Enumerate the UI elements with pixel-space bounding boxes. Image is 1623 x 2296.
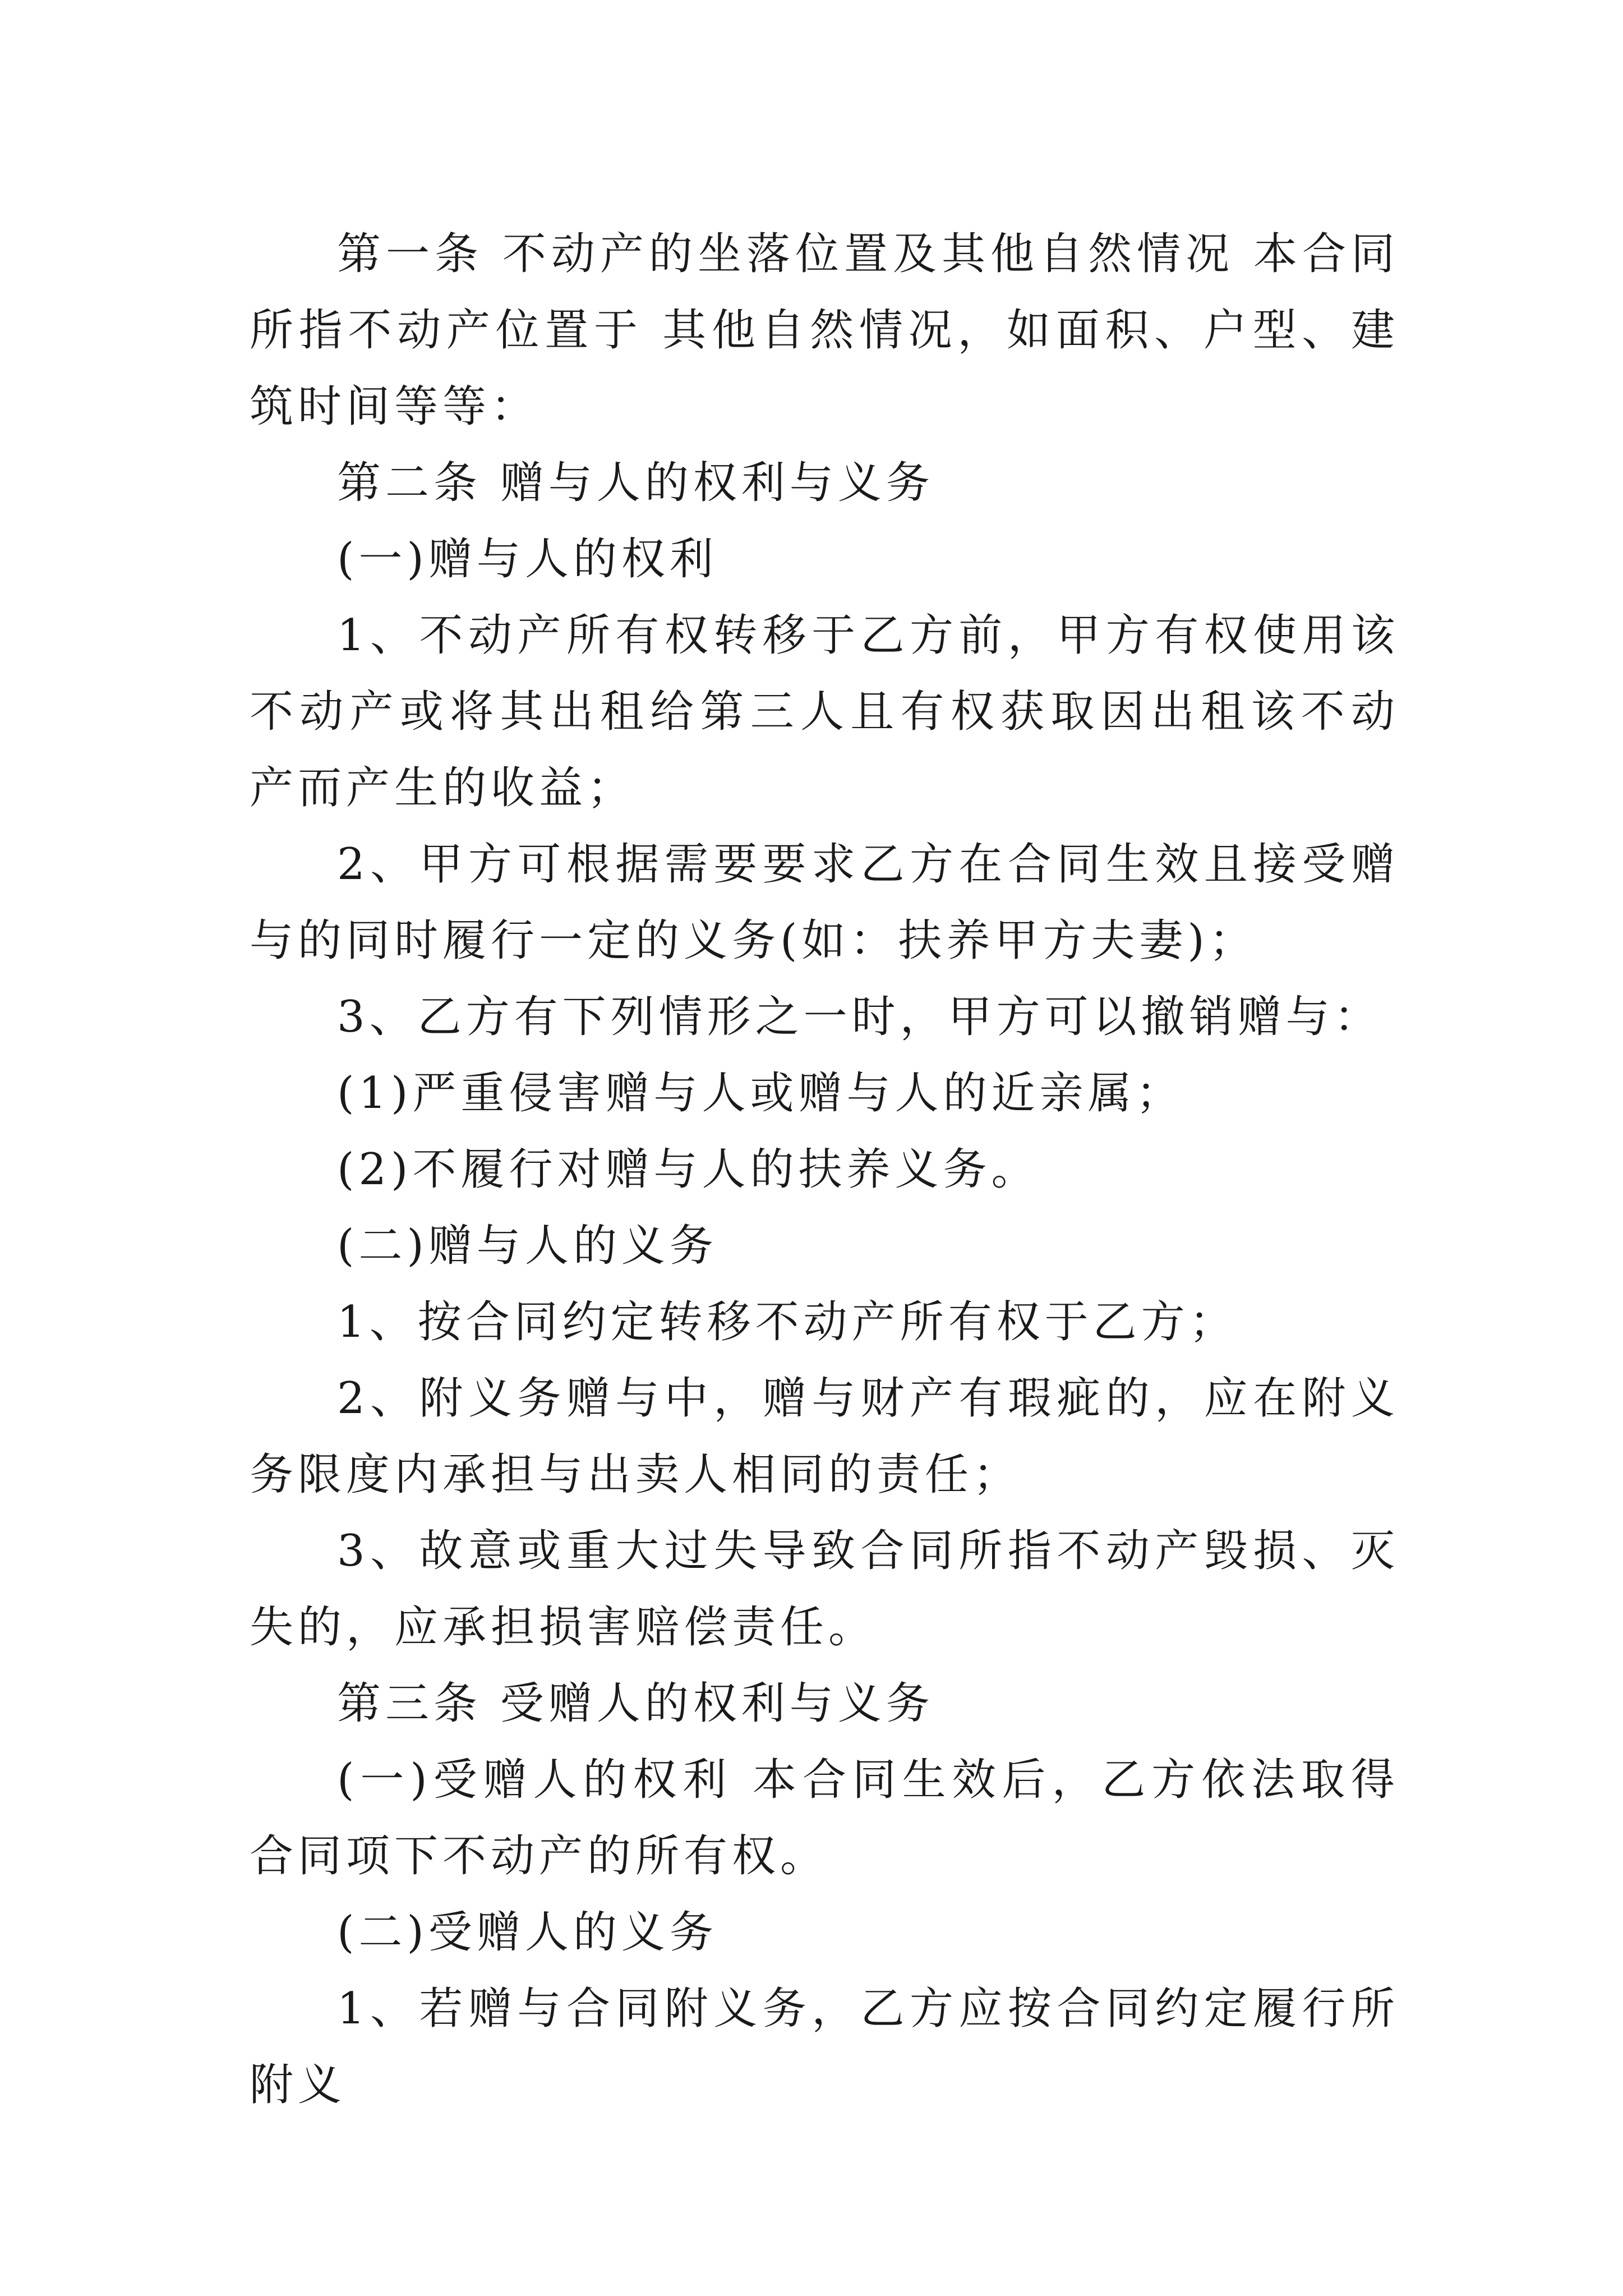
document-body	[250, 216, 1399, 2123]
paragraph-donee-duties-heading: (二)受赠人的义务	[337, 1907, 718, 1958]
paragraph-donor-right-2: 2、甲方可根据需要要求乙方在合同生效且接受赠与的同时履行一定的义务(如：扶养甲方夫妻)；	[250, 839, 1399, 966]
paragraph-donor-duty-3: 3、故意或重大过失导致合同所指不动产毁损、灭失的，应承担损害赔偿责任。	[250, 1526, 1399, 1653]
paragraph-donor-right-1: 1、不动产所有权转移于乙方前，甲方有权使用该不动产或将其出租给第三人且有权获取因出租该不动产而产生的收益；	[250, 610, 1399, 813]
paragraph-article-2-heading: 第二条 赠与人的权利与义务	[337, 458, 934, 508]
paragraph-donor-duty-2: 2、附义务赠与中，赠与财产有瑕疵的，应在附义务限度内承担与出卖人相同的责任；	[250, 1373, 1399, 1500]
paragraph-revocation-case-1: (1)严重侵害赠与人或赠与人的近亲属；	[337, 1068, 1184, 1119]
paragraph-donor-duty-1: 1、按合同约定转移不动产所有权于乙方；	[337, 1297, 1238, 1347]
paragraph-donor-duties-heading: (二)赠与人的义务	[337, 1221, 718, 1271]
paragraph-article-3-heading: 第三条 受赠人的权利与义务	[337, 1678, 934, 1729]
paragraph-article-1: 第一条 不动产的坐落位置及其他自然情况 本合同所指不动产位置于 其他自然情况，如面积、户型、建筑时间等等：	[250, 229, 1399, 432]
paragraph-revocation-case-2: (2)不履行对赠与人的扶养义务。	[337, 1144, 1040, 1195]
paragraph-donor-rights-heading: (一)赠与人的权利	[337, 534, 718, 585]
paragraph-donor-right-3: 3、乙方有下列情形之一时，甲方可以撤销赠与：	[337, 992, 1382, 1042]
paragraph-donee-duty-1: 1、若赠与合同附义务，乙方应按合同约定履行所附义	[250, 1984, 1399, 2110]
paragraph-donee-rights: (一)受赠人的权利 本合同生效后，乙方依法取得合同项下不动产的所有权。	[250, 1755, 1399, 1881]
